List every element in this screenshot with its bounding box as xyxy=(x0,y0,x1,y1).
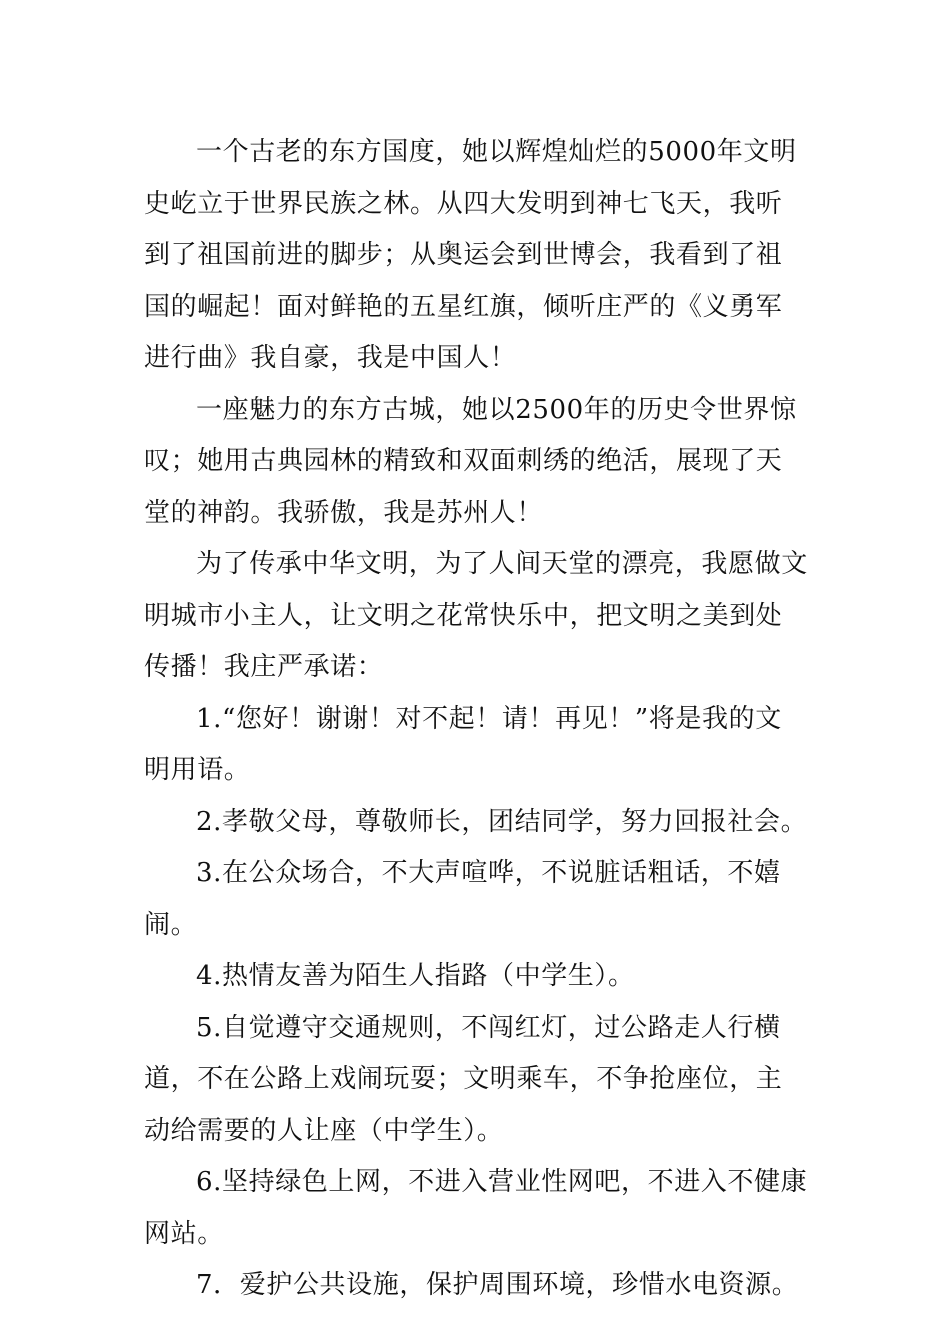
paragraph-intro-suzhou: 一座魅力的东方古城，她以2500年的历史令世界惊叹；她用古典园林的精致和双面刺绣的绝活，展现了天堂的神韵。我骄傲，我是苏州人！ xyxy=(144,394,797,528)
pledge-item-6: 6.坚持绿色上网，不进入营业性网吧，不进入不健康网站。 xyxy=(144,1167,808,1249)
pledge-item-7: 7．爱护公共设施，保护周围环境，珍惜水电资源。 xyxy=(196,1270,799,1300)
pledge-item-1: 1.“您好！谢谢！对不起！请！再见！”将是我的文明用语。 xyxy=(144,703,782,785)
paragraph-pledge-intro: 为了传承中华文明，为了人间天堂的漂亮，我愿做文明城市小主人，让文明之花常快乐中，把文明之美到处传播！我庄严承诺： xyxy=(144,549,808,682)
pledge-item-3: 3.在公众场合，不大声喧哗，不说脏话粗话，不嬉闹。 xyxy=(144,858,781,940)
document-body xyxy=(144,127,808,1312)
pledge-item-2: 2.孝敬父母，尊敬师长，团结同学，努力回报社会。 xyxy=(196,806,808,837)
paragraph-intro-china: 一个古老的东方国度，她以辉煌灿烂的5000年文明史屹立于世界民族之林。从四大发明到神七飞天，我听到了祖国前进的脚步；从奥运会到世博会，我看到了祖国的崛起！面对鲜艳的五星红旗，倾听庄严的《义勇军进行曲》我自豪，我是中国人！ xyxy=(144,137,797,373)
pledge-item-5: 5.自觉遵守交通规则，不闯红灯，过公路走人行横道，不在公路上戏闹玩耍；文明乘车，不争抢座位，主动给需要的人让座（中学生）。 xyxy=(144,1012,783,1146)
pledge-item-4: 4.热情友善为陌生人指路（中学生）。 xyxy=(196,961,635,991)
